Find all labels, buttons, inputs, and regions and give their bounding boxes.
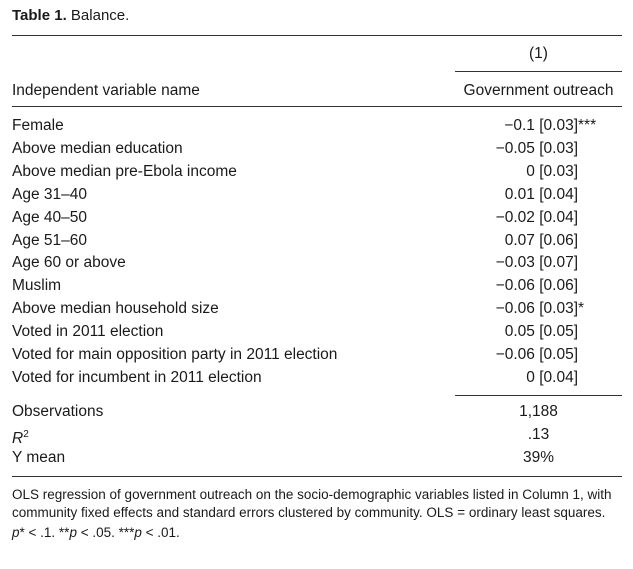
table-row-value [455, 162, 578, 182]
stat-name [12, 402, 103, 422]
top-rule [12, 35, 622, 36]
table-row-value [455, 231, 578, 251]
table-row-name: Female [12, 117, 64, 134]
table-row-value [455, 116, 578, 136]
column-number: (1) [529, 45, 548, 62]
table-row-value [455, 276, 578, 296]
row-header: Independent variable name [12, 82, 200, 99]
table-row-value [455, 368, 578, 388]
standard-error: [0.04] [539, 368, 578, 386]
stat-name [12, 448, 65, 468]
table-row-name: Voted for incumbent in 2011 election [12, 368, 262, 386]
table-row-value [455, 299, 578, 319]
notes-text: OLS regression of government outreach on the socio-demographic variables listed in Column 1, with community fixed effects and standard errors clustered by community. OLS = ordinary least squares. [12, 487, 612, 520]
stat-value: 39% [522, 449, 555, 466]
standard-error: [0.04] [539, 208, 578, 226]
table-row-value [455, 185, 578, 205]
stat-value: .13 [527, 426, 550, 443]
stat-label: R [12, 430, 24, 448]
estimate: −0.06 [495, 300, 535, 318]
table-row-name: Age 40–50 [12, 208, 87, 226]
standard-error: [0.06] [539, 231, 578, 249]
significance-note: p* < .1. **p < .05. ***p < .01. [12, 525, 180, 540]
estimate: −0.03 [495, 254, 535, 272]
standard-error: [0.03] [539, 300, 578, 318]
table-row-name: Voted for main opposition party in 2011 election [12, 346, 338, 363]
estimate: −0.1 [504, 117, 535, 134]
standard-error: [0.03] [539, 117, 578, 134]
column-number-rule [455, 71, 622, 72]
table-row-value [455, 253, 578, 273]
stat-label: Y mean [12, 449, 66, 466]
stat-label: Observations [12, 403, 104, 420]
stat-value: 1,188 [519, 403, 558, 420]
stat-superscript: 2 [23, 429, 29, 440]
estimate: −0.06 [495, 277, 535, 295]
table-row-name: Above median pre-Ebola income [12, 162, 237, 180]
estimate: −0.06 [495, 346, 535, 363]
bottom-rule [12, 476, 622, 477]
estimate: 0 [526, 368, 535, 386]
estimate: 0.05 [504, 323, 535, 341]
estimate: −0.02 [495, 208, 535, 226]
table-label: Table 1. [12, 7, 67, 24]
table-title: Balance. [70, 7, 130, 24]
table-row-value [455, 322, 578, 342]
estimate: −0.05 [495, 139, 535, 157]
table-row-value [455, 208, 578, 228]
table-row-name: Age 60 or above [12, 254, 126, 272]
table-row-name: Voted in 2011 election [12, 323, 164, 341]
standard-error: [0.03] [539, 162, 578, 180]
table-row-name: Age 31–40 [12, 185, 87, 203]
table-row-name: Muslim [12, 277, 62, 295]
table-row-name: Above median household size [12, 300, 219, 318]
column-name: Government outreach [463, 82, 614, 99]
table-row-name: Above median education [12, 139, 183, 157]
table-row-value [455, 345, 578, 365]
header-rule [12, 106, 622, 107]
standard-error: [0.05] [539, 346, 578, 363]
table-caption [12, 6, 129, 26]
standard-error: [0.03] [539, 139, 578, 157]
stat-name [12, 425, 29, 449]
estimate: 0 [526, 162, 535, 180]
significance-stars: * [578, 300, 585, 318]
table-row-name: Age 51–60 [12, 231, 87, 249]
table-row-value [455, 139, 578, 159]
significance-stars: *** [578, 117, 597, 134]
standard-error: [0.05] [539, 323, 578, 341]
standard-error: [0.04] [539, 185, 578, 203]
standard-error: [0.07] [539, 254, 578, 272]
estimate: 0.01 [504, 185, 535, 203]
table-notes [12, 486, 624, 542]
standard-error: [0.06] [539, 277, 578, 295]
estimate: 0.07 [504, 231, 535, 249]
stats-rule [455, 395, 622, 396]
